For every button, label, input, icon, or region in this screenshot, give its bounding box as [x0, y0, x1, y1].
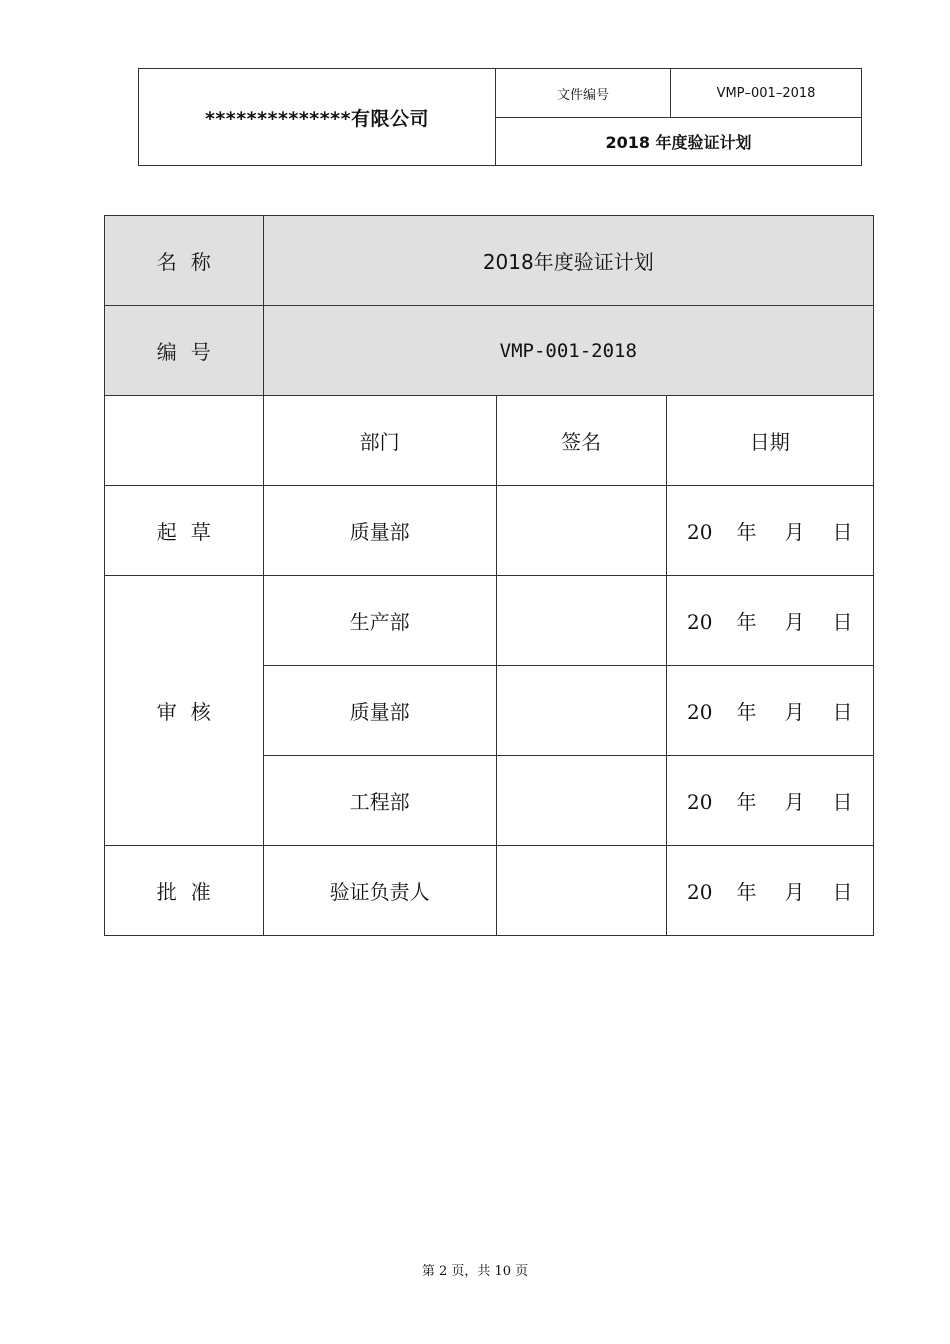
code-label: 编号 [105, 306, 264, 396]
dept-cell: 质量部 [263, 486, 496, 576]
dept-header: 部门 [263, 396, 496, 486]
role-review: 审核 [105, 576, 264, 846]
role-draft: 起草 [105, 486, 264, 576]
date-cell[interactable] [666, 486, 874, 576]
name-label: 名称 [105, 216, 264, 306]
table-row [105, 486, 874, 576]
date-month: 月 [784, 790, 805, 814]
document-header [138, 68, 862, 166]
date-month: 月 [784, 880, 805, 904]
code-row [105, 306, 874, 396]
date-year-prefix: 20 [687, 700, 713, 724]
date-year-prefix: 20 [687, 610, 713, 634]
sign-header: 签名 [496, 396, 666, 486]
date-day: 日 [832, 700, 853, 724]
signature-cell[interactable] [496, 486, 666, 576]
name-row [105, 216, 874, 306]
signature-cell[interactable] [496, 666, 666, 756]
signature-cell[interactable] [496, 846, 666, 936]
signature-cell[interactable] [496, 756, 666, 846]
date-year: 年 [736, 610, 757, 634]
dept-cell: 质量部 [263, 666, 496, 756]
date-cell[interactable] [666, 846, 874, 936]
doc-number-value: VMP–001–2018 [671, 69, 862, 118]
date-day: 日 [832, 610, 853, 634]
name-value: 2018年度验证计划 [263, 216, 873, 306]
page-footer: 第 2 页，共 10 页 [421, 1264, 529, 1279]
role-approve: 批准 [105, 846, 264, 936]
date-day: 日 [832, 790, 853, 814]
signature-cell[interactable] [496, 576, 666, 666]
column-header-row [105, 396, 874, 486]
table-row [105, 846, 874, 936]
date-year-prefix: 20 [687, 520, 713, 544]
empty-header-cell [105, 396, 264, 486]
plan-title: 2018 年度验证计划 [496, 118, 862, 166]
date-day: 日 [832, 880, 853, 904]
date-month: 月 [784, 700, 805, 724]
date-cell[interactable] [666, 576, 874, 666]
date-day: 日 [832, 520, 853, 544]
dept-cell: 工程部 [263, 756, 496, 846]
date-month: 月 [784, 520, 805, 544]
doc-number-label: 文件编号 [496, 69, 671, 118]
date-header: 日期 [666, 396, 874, 486]
date-year: 年 [736, 790, 757, 814]
date-year: 年 [736, 880, 757, 904]
dept-cell: 生产部 [263, 576, 496, 666]
table-row [105, 576, 874, 666]
date-cell[interactable] [666, 756, 874, 846]
date-year: 年 [736, 520, 757, 544]
date-cell[interactable] [666, 666, 874, 756]
dept-cell: 验证负责人 [263, 846, 496, 936]
date-year: 年 [736, 700, 757, 724]
date-year-prefix: 20 [687, 880, 713, 904]
date-month: 月 [784, 610, 805, 634]
company-name: **************有限公司 [139, 69, 496, 166]
approval-table [104, 215, 874, 936]
code-value: VMP-001-2018 [263, 306, 873, 396]
date-year-prefix: 20 [687, 790, 713, 814]
